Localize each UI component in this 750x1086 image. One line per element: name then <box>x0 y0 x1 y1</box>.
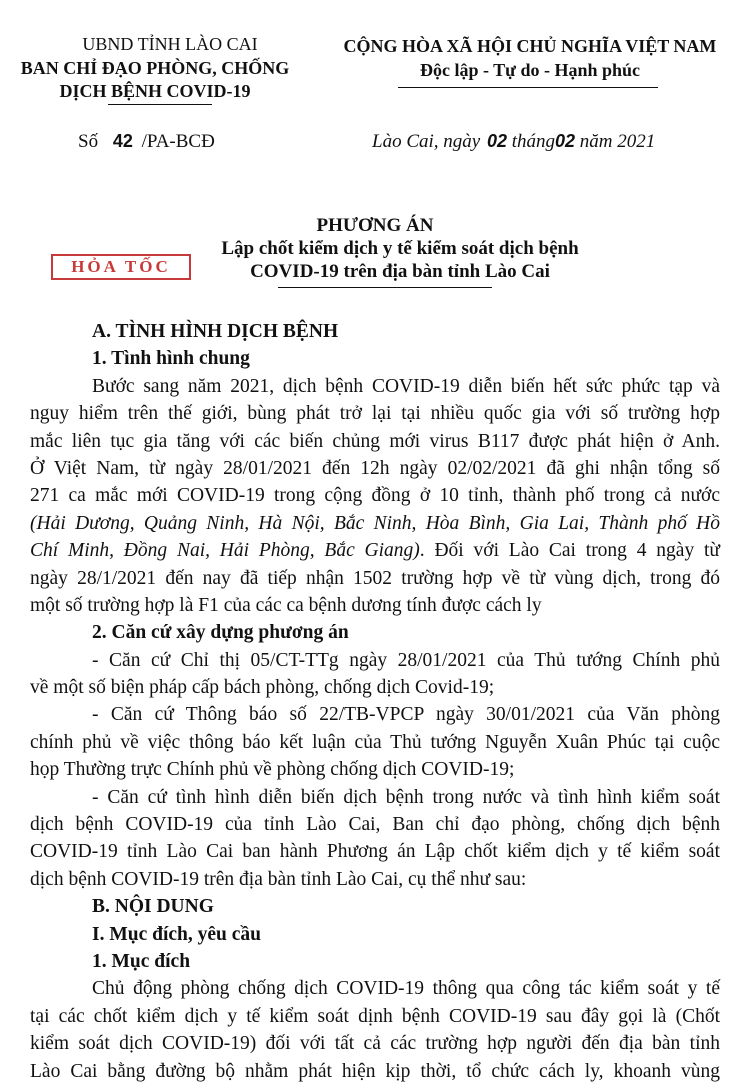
italic-list-end: Chí Minh, Đồng Nai, Hải Phòng, Bắc Giang) <box>30 540 420 562</box>
paragraph-line: về một số biện pháp cấp bách phòng, chống dịch Covid-19; <box>30 677 495 699</box>
basis-item-3: - Căn cứ tình hình diễn biến dịch bệnh trong nước và tình hình kiểm soát <box>92 786 720 808</box>
subsection-2-heading: 2. Căn cứ xây dựng phương án <box>92 622 349 644</box>
urgent-stamp: HỎA TỐC <box>51 254 191 280</box>
paragraph-line: mắc liên tục gia tăng với các biến chủng mới virus B117 được phát hiện ở Anh. <box>30 430 720 452</box>
subsection-1-heading: 1. Tình hình chung <box>92 348 250 370</box>
paragraph-line: chính phủ về việc thông báo kết luận của Thủ tướng Nguyễn Xuân Phúc tại cuộc <box>30 731 720 753</box>
nation-title: CỘNG HÒA XÃ HỘI CHỦ NGHĨA VIỆT NAM <box>343 36 717 56</box>
org-name-line2: BAN CHỈ ĐẠO PHÒNG, CHỐNG <box>20 58 290 78</box>
paragraph-line: dịch bệnh COVID-19 của tỉnh Lào Cai, Ban chỉ đạo phòng, chống dịch bệnh <box>30 814 720 836</box>
place-date <box>372 131 655 153</box>
paragraph-line: 271 ca mắc mới COVID-19 trong cộng đồng ở 10 tỉnh, thành phố trong cả nước <box>30 485 720 507</box>
paragraph-line: ngày 28/1/2021 đến nay đã tiếp nhận 1502 trường hợp về từ vùng dịch, trong đó <box>30 567 720 589</box>
date-day: 02 <box>486 131 507 151</box>
doc-number-suffix: /PA-BCĐ <box>141 131 215 152</box>
paragraph-line: Lào Cai bằng đường bộ nhằm phát hiện kịp thời, tổ chức cách ly, khoanh vùng <box>30 1060 720 1082</box>
basis-item-1: - Căn cứ Chỉ thị 05/CT-TTg ngày 28/01/2021 của Thủ tướng Chính phủ <box>92 649 720 671</box>
paragraph-continuation: . Đối với Lào Cai trong 4 ngày từ <box>419 540 720 562</box>
date-year: năm 2021 <box>579 131 656 152</box>
motto-underline <box>398 87 658 88</box>
paragraph-line-mixed <box>30 537 720 564</box>
paragraph-line: COVID-19 tỉnh Lào Cai ban hành Phương án Lập chốt kiểm dịch y tế kiểm soát <box>30 841 720 863</box>
section-i-heading: I. Mục đích, yêu cầu <box>92 923 262 945</box>
paragraph-line: nguy hiểm trên thế giới, bùng phát trở lại tại nhiều quốc gia với số trường hợp <box>30 403 720 425</box>
date-month: 02 <box>555 131 576 151</box>
date-month-label: tháng <box>511 131 556 152</box>
paragraph-line: một số trường hợp là F1 của các ca bệnh dương tính được cách ly <box>30 594 542 616</box>
section-b-heading: B. NỘI DUNG <box>92 896 214 918</box>
doc-subtitle-line2: COVID-19 trên địa bàn tỉnh Lào Cai <box>250 261 550 282</box>
basis-item-2: - Căn cứ Thông báo số 22/TB-VPCP ngày 30/01/2021 của Văn phòng <box>92 704 720 726</box>
paragraph-line: tại các chốt kiểm dịch y tế kiểm soát dịnh bệnh COVID-19 sau đây gọi là (Chốt <box>30 1005 720 1027</box>
doc-number-label: Số <box>78 131 99 152</box>
section-a-heading: A. TÌNH HÌNH DỊCH BỆNH <box>92 321 339 342</box>
doc-subtitle-line1: Lập chốt kiểm dịch y tế kiểm soát dịch bệnh <box>221 238 579 259</box>
paragraph-line: kiểm soát dịch COVID-19) đối với tất cả các trường hợp người đến địa bàn tỉnh <box>30 1033 720 1055</box>
paragraph-line: dịch bệnh COVID-19 trên địa bàn tỉnh Lào Cai, cụ thể như sau: <box>30 868 527 890</box>
paragraph-line: họp Thường trực Chính phủ về phòng chống dịch COVID-19; <box>30 759 515 781</box>
document-body <box>30 318 720 1085</box>
paragraph-line: Chủ động phòng chống dịch COVID-19 thông qua công tác kiểm soát y tế <box>92 978 720 1000</box>
org-underline <box>108 104 212 105</box>
doc-number-value: 42 <box>112 131 133 151</box>
org-name-line3: DỊCH BỆNH COVID-19 <box>59 81 251 101</box>
purpose-heading: 1. Mục đích <box>92 950 191 972</box>
doc-title: PHƯƠNG ÁN <box>316 215 434 236</box>
doc-number-row <box>78 131 215 153</box>
nation-motto: Độc lập - Tự do - Hạnh phúc <box>419 60 641 80</box>
place-date-prefix: Lào Cai, ngày <box>372 131 481 152</box>
paragraph-line: (Hải Dương, Quảng Ninh, Hà Nội, Bắc Ninh, Hòa Bình, Gia Lai, Thành phố Hồ <box>30 512 720 534</box>
paragraph-line: Ở Việt Nam, từ ngày 28/01/2021 đến 12h ngày 02/02/2021 đã ghi nhận tổng số <box>30 457 720 479</box>
paragraph-line: Bước sang năm 2021, dịch bệnh COVID-19 diễn biến hết sức phức tạp và <box>92 375 720 397</box>
org-name-line1: UBND TỈNH LÀO CAI <box>82 34 258 54</box>
title-underline <box>278 287 492 288</box>
